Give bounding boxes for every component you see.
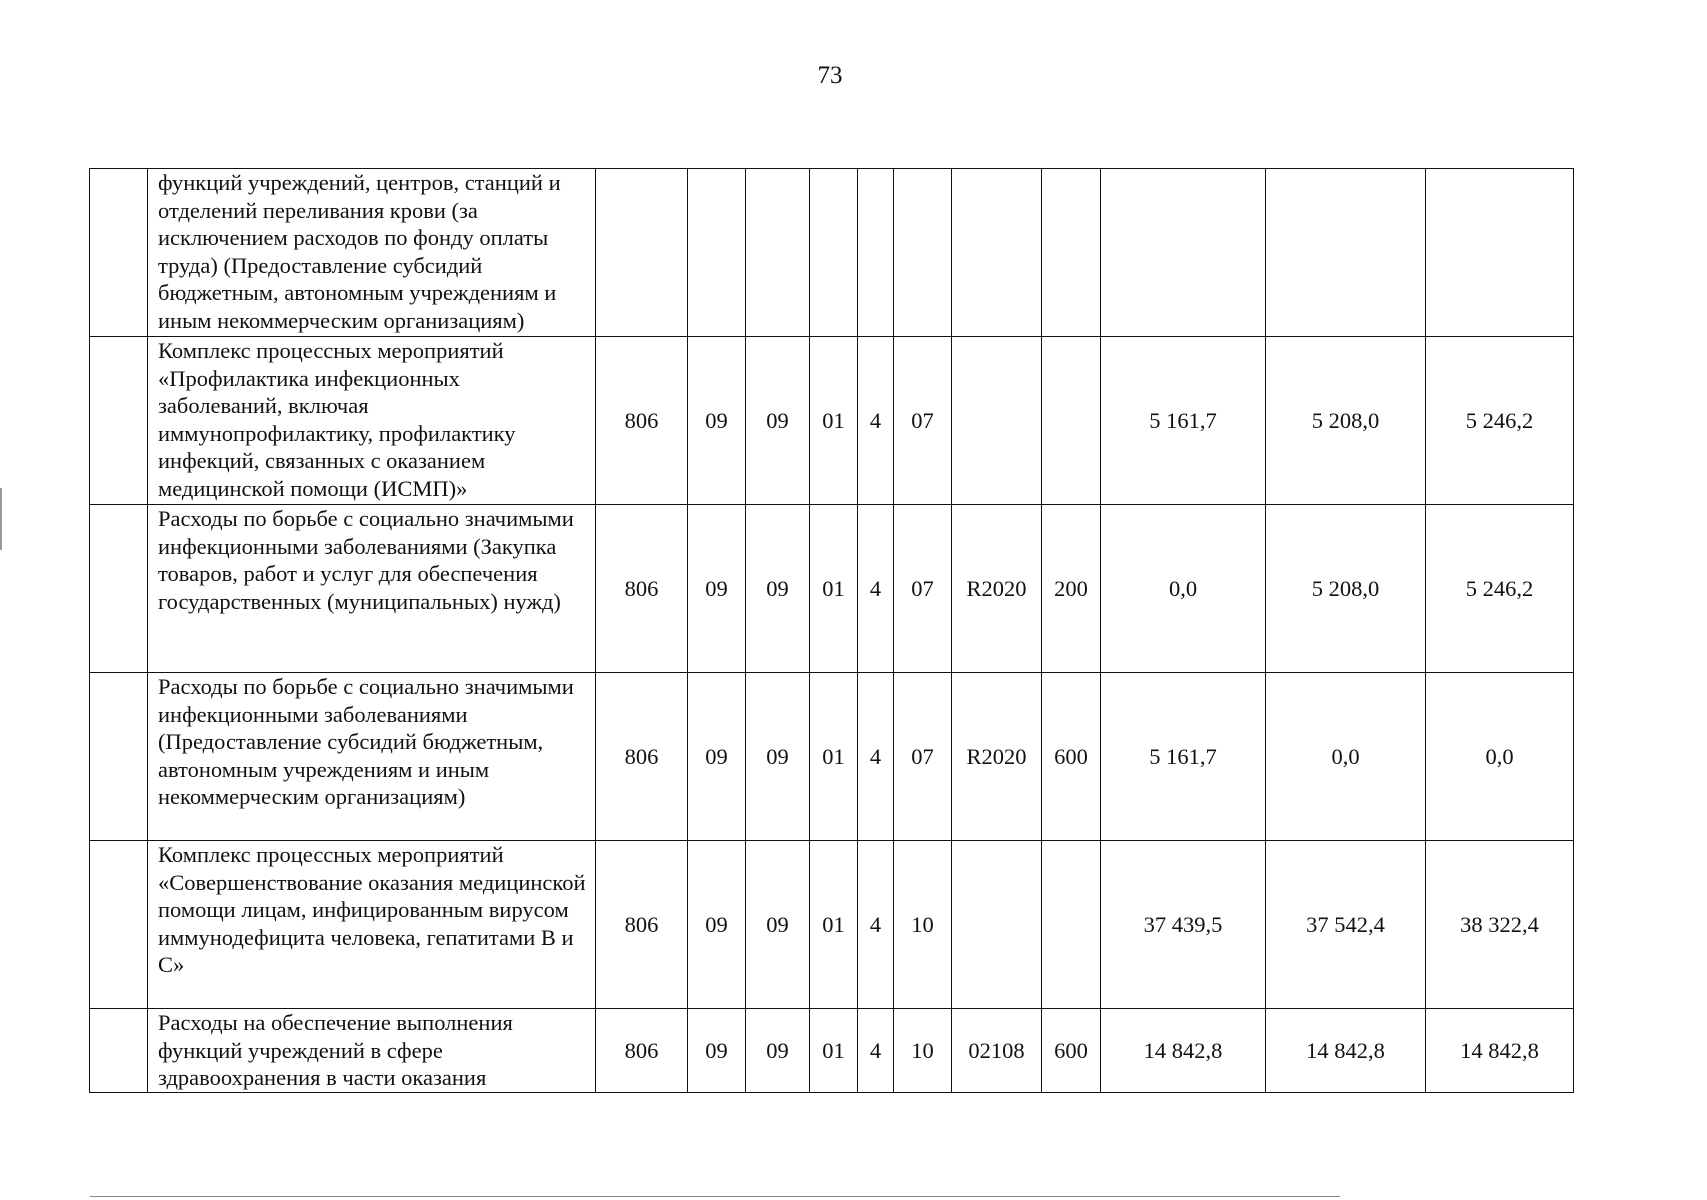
row-number-cell	[90, 505, 148, 673]
page-number: 73	[817, 62, 843, 89]
amount-year3-cell	[1426, 169, 1574, 337]
subprogram-type-cell: 4	[858, 337, 894, 505]
amount-year2-cell: 0,0	[1266, 673, 1426, 841]
amount-year2-cell: 37 542,4	[1266, 841, 1426, 1009]
direction-code-cell: R2020	[952, 673, 1042, 841]
amount-year3-cell: 5 246,2	[1426, 337, 1574, 505]
table-row	[90, 505, 1574, 673]
section-cell	[688, 169, 746, 337]
amount-year3-cell: 0,0	[1426, 673, 1574, 841]
section-cell: 09	[688, 673, 746, 841]
section-cell: 09	[688, 505, 746, 673]
scan-edge-mark	[0, 488, 2, 550]
expense-type-cell: 200	[1042, 505, 1101, 673]
subsection-cell	[746, 169, 810, 337]
activity-cell: 10	[894, 1009, 952, 1093]
program-cell: 01	[810, 505, 858, 673]
table-row	[90, 1009, 1574, 1093]
subsection-cell: 09	[746, 841, 810, 1009]
subprogram-type-cell: 4	[858, 673, 894, 841]
amount-year2-cell: 14 842,8	[1266, 1009, 1426, 1093]
table-row	[90, 337, 1574, 505]
bottom-rule	[90, 1196, 1340, 1197]
subsection-cell: 09	[746, 337, 810, 505]
program-cell	[810, 169, 858, 337]
section-cell: 09	[688, 1009, 746, 1093]
item-name-cell: Комплекс процессных мероприятий «Профилактика инфекционных заболеваний, включая иммунопрофилактику, профилактику инфекций, связанных с оказанием медицинской помощи (ИСМП)»	[148, 337, 596, 505]
expense-type-cell: 600	[1042, 1009, 1101, 1093]
subsection-cell: 09	[746, 1009, 810, 1093]
row-number-cell	[90, 673, 148, 841]
program-cell: 01	[810, 1009, 858, 1093]
item-name-cell: Комплекс процессных мероприятий «Совершенствование оказания медицинской помощи лицам, инфицированным вирусом иммунодефицита человека, гепатитами В и С»	[148, 841, 596, 1009]
amount-year1-cell	[1101, 169, 1266, 337]
program-cell: 01	[810, 841, 858, 1009]
expense-type-cell: 600	[1042, 673, 1101, 841]
amount-year2-cell	[1266, 169, 1426, 337]
activity-cell: 07	[894, 673, 952, 841]
row-number-cell	[90, 1009, 148, 1093]
activity-cell	[894, 169, 952, 337]
subprogram-type-cell	[858, 169, 894, 337]
amount-year1-cell: 37 439,5	[1101, 841, 1266, 1009]
ministry-code-cell: 806	[596, 337, 688, 505]
row-number-cell	[90, 337, 148, 505]
amount-year1-cell: 5 161,7	[1101, 337, 1266, 505]
ministry-code-cell: 806	[596, 673, 688, 841]
amount-year3-cell: 14 842,8	[1426, 1009, 1574, 1093]
subsection-cell: 09	[746, 673, 810, 841]
ministry-code-cell: 806	[596, 1009, 688, 1093]
ministry-code-cell	[596, 169, 688, 337]
ministry-code-cell: 806	[596, 505, 688, 673]
budget-table	[89, 168, 1574, 1093]
subprogram-type-cell: 4	[858, 505, 894, 673]
table-row	[90, 169, 1574, 337]
expense-type-cell	[1042, 169, 1101, 337]
subsection-cell: 09	[746, 505, 810, 673]
amount-year1-cell: 0,0	[1101, 505, 1266, 673]
row-number-cell	[90, 169, 148, 337]
amount-year1-cell: 5 161,7	[1101, 673, 1266, 841]
item-name-cell: Расходы на обеспечение выполнения функций учреждений в сфере здравоохранения в части оказания	[148, 1009, 596, 1093]
item-name-cell: Расходы по борьбе с социально значимыми инфекционными заболеваниями (Предоставление субсидий бюджетным, автономным учреждениям и иным некоммерческим организациям)	[148, 673, 596, 841]
amount-year2-cell: 5 208,0	[1266, 505, 1426, 673]
subprogram-type-cell: 4	[858, 1009, 894, 1093]
amount-year3-cell: 5 246,2	[1426, 505, 1574, 673]
table-row	[90, 673, 1574, 841]
row-number-cell	[90, 841, 148, 1009]
expense-type-cell	[1042, 841, 1101, 1009]
item-name-cell: Расходы по борьбе с социально значимыми инфекционными заболеваниями (Закупка товаров, работ и услуг для обеспечения государственных (муниципальных) нужд)	[148, 505, 596, 673]
direction-code-cell	[952, 337, 1042, 505]
direction-code-cell: R2020	[952, 505, 1042, 673]
direction-code-cell: 02108	[952, 1009, 1042, 1093]
program-cell: 01	[810, 337, 858, 505]
amount-year1-cell: 14 842,8	[1101, 1009, 1266, 1093]
program-cell: 01	[810, 673, 858, 841]
section-cell: 09	[688, 337, 746, 505]
subprogram-type-cell: 4	[858, 841, 894, 1009]
section-cell: 09	[688, 841, 746, 1009]
direction-code-cell	[952, 169, 1042, 337]
amount-year2-cell: 5 208,0	[1266, 337, 1426, 505]
activity-cell: 10	[894, 841, 952, 1009]
amount-year3-cell: 38 322,4	[1426, 841, 1574, 1009]
table-row	[90, 841, 1574, 1009]
ministry-code-cell: 806	[596, 841, 688, 1009]
activity-cell: 07	[894, 337, 952, 505]
activity-cell: 07	[894, 505, 952, 673]
expense-type-cell	[1042, 337, 1101, 505]
item-name-cell: функций учреждений, центров, станций и отделений переливания крови (за исключением расходов по фонду оплаты труда) (Предоставление субсидий бюджетным, автономным учреждениям и иным некоммерческим организациям)	[148, 169, 596, 337]
direction-code-cell	[952, 841, 1042, 1009]
